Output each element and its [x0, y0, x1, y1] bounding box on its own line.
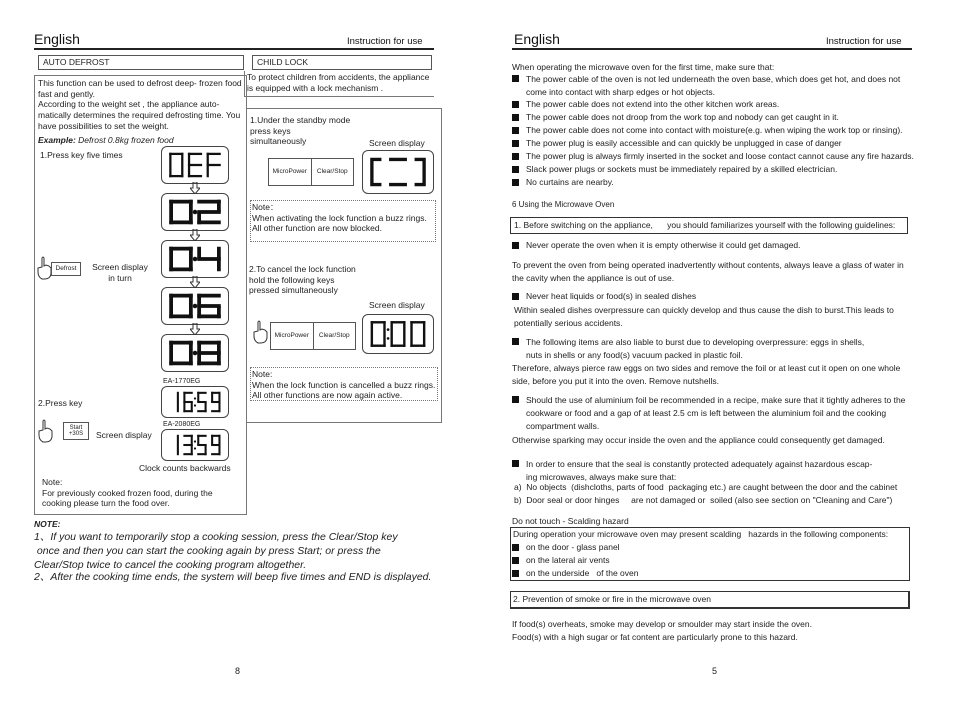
- display-0-4: [161, 240, 229, 278]
- down-arrow-icon: [190, 323, 200, 335]
- display-lock: [362, 150, 434, 194]
- lcd-segment: [169, 306, 173, 318]
- lcd-segment: [218, 435, 220, 445]
- lcd-segment: [410, 321, 412, 334]
- lcd-colon-dot: [387, 328, 390, 331]
- clear-stop-key[interactable]: Clear/Stop: [311, 159, 354, 185]
- lcd-segment: [211, 444, 220, 446]
- model-2-label: EA-2080EG: [163, 421, 201, 428]
- lcd-segment: [177, 435, 179, 445]
- bullet-item: on the lateral air vents: [512, 555, 892, 566]
- note-line-2: once and then you can start the cooking again by press Start; or press the: [34, 545, 381, 557]
- child-lock-screen-display-1: Screen display: [369, 138, 425, 148]
- display-unlock: [362, 314, 434, 354]
- lcd-segment: [197, 392, 199, 402]
- child-lock-step1: 1.Under the standby mode press keys simultaneously: [250, 115, 351, 147]
- example-label: Example:: [38, 135, 76, 145]
- lcd-segment: [191, 402, 193, 412]
- bullet-item: Slack power plugs or sockets must be immediately repaired by a skilled electrician.: [512, 164, 922, 175]
- defrost-step1: 1.Press key five times: [40, 150, 123, 160]
- note-heading: NOTE:: [34, 519, 61, 529]
- smoke-paragraph-2: Food(s) with a high sugar or fat content are particularly prone to this hazard.: [512, 632, 798, 642]
- example-text: Defrost 0.8kg frozen food: [78, 135, 174, 145]
- display-0-8: [161, 334, 229, 372]
- bullet-item: The following items are also liable to burst due to developing overpressure: eggs in shells, nuts in shells or any food(s) vacuum packed in plastic foil.: [512, 336, 912, 362]
- lcd-segment: [177, 402, 179, 412]
- lcd-segment: [197, 351, 221, 355]
- lcd-segment: [177, 392, 179, 402]
- lcd-segment: [211, 392, 213, 402]
- lcd-segment: [169, 200, 173, 212]
- right-header-rule: [512, 48, 912, 50]
- scalding-intro: During operation your microwave oven may present scalding hazards in the following components:: [513, 529, 889, 539]
- screen-display-in-turn: Screen display in turn: [92, 262, 148, 283]
- auto-defrost-description: This function can be used to defrost deep- frozen food fast and gently. According to the weight set , the appliance auto-matically determines the required defrosting time. You have possibilities to set the weight.: [38, 78, 242, 131]
- child-lock-step2: 2.To cancel the lock function hold the following keys pressed simultaneously: [249, 264, 356, 296]
- lcd-colon-dot: [387, 337, 390, 340]
- lcd-segment: [189, 341, 193, 353]
- bullet-item: The power cable does not droop from the work top and nobody can get caught in it.: [512, 112, 922, 123]
- sparking-paragraph: Otherwise sparking may occur inside the oven and the appliance could consequently get damaged.: [512, 435, 885, 445]
- do-not-touch-heading: Do not touch - Scalding hazard: [512, 516, 629, 526]
- smoke-paragraph-1: If food(s) overheats, smoke may develop or smoulder may start inside the oven.: [512, 619, 812, 629]
- lcd-segment: [183, 453, 192, 455]
- note-line-3: Clear/Stop twice to cancel the cooking program altogether.: [34, 559, 307, 571]
- lcd-segment: [169, 353, 173, 365]
- lcd-decimal-point: [193, 351, 198, 356]
- lcd-segment: [217, 306, 221, 318]
- note-line-1: 1、If you want to temporarily stop a cooking session, press the Clear/Stop key: [34, 531, 398, 543]
- sealed-paragraph: Within sealed dishes overpressure can quickly develop and thus cause the dish to burst.This leads to potentially serious accidents.: [514, 305, 894, 328]
- lcd-segment: [188, 175, 202, 177]
- lcd-segment: [197, 435, 199, 445]
- model-1-label: EA-1770EG: [163, 378, 201, 385]
- note-line-4: 2、After the cooking time ends, the system will beep five times and END is displayed.: [34, 571, 432, 583]
- unlock-key-pair[interactable]: [270, 322, 356, 350]
- left-header-rule: [34, 48, 434, 50]
- child-lock-note2: Note: When the lock function is cancelled a buzz rings. All other functions are now again active.: [250, 367, 438, 401]
- lcd-segment: [189, 247, 193, 259]
- lcd-segment: [217, 259, 221, 271]
- guidelines-box: 1. Before switching on the appliance, you should familiarizes yourself with the following guidelines:: [510, 217, 908, 234]
- lcd-segment: [169, 294, 173, 306]
- micropower-key[interactable]: MicroPower: [274, 331, 309, 339]
- lcd-colon-dot: [194, 447, 196, 449]
- bullet-item: In order to ensure that the seal is constantly protected adequately against hazardous escap- ing microwaves, always make sure that:: [512, 458, 912, 484]
- lcd-segment: [403, 321, 405, 334]
- start-key-label: Start +30S: [68, 425, 84, 437]
- lcd-decimal-point: [193, 257, 198, 262]
- lcd-segment: [211, 401, 220, 403]
- child-lock-description: To protect children from accidents, the appliance is equipped with a lock mechanism .: [244, 71, 434, 97]
- defrost-note: Note: For previously cooked frozen food, during the cooking please turn the food over.: [42, 477, 213, 509]
- lcd-segment: [390, 321, 392, 334]
- lcd-segment: [207, 165, 209, 177]
- display-0-6: [161, 287, 229, 325]
- lcd-segment: [169, 212, 173, 224]
- lcd-colon-dot: [194, 397, 196, 399]
- lcd-segment: [197, 453, 206, 455]
- seal-item-b: b) Door seal or door hinges are not damaged or soiled (also see section on "Cleaning and Care"): [514, 495, 893, 505]
- lcd-segment: [169, 341, 173, 353]
- clear-stop-key[interactable]: Clear/Stop: [313, 323, 356, 349]
- hand-pointer-icon: [38, 419, 54, 443]
- bullet-item: The power plug is always firmly inserted in the socket and loose contact cannot cause any fire hazards.: [512, 151, 932, 162]
- lcd-segment: [207, 153, 209, 165]
- bullet-item: The power cable does not come into contact with moisture(e.g. when wiping the work top or rinsing).: [512, 125, 922, 136]
- right-page-number: 5: [712, 666, 718, 676]
- micropower-key[interactable]: MicroPower: [272, 167, 307, 175]
- down-arrow-icon: [190, 229, 200, 241]
- lcd-segment: [189, 294, 193, 306]
- lcd-segment: [423, 321, 425, 334]
- lcd-segment: [188, 153, 190, 165]
- clock-counts-backwards: Clock counts backwards: [139, 463, 231, 473]
- right-page-header-right: Instruction for use: [826, 36, 902, 47]
- hand-pointer-icon: [253, 320, 269, 344]
- bullet-item: The power plug is easily accessible and can quickly be unplugged in case of danger: [512, 138, 922, 149]
- bullet-item: The power cable does not extend into the other kitchen work areas.: [512, 99, 922, 110]
- defrost-screen-display: Screen display: [96, 430, 152, 440]
- lock-key-pair[interactable]: [268, 158, 354, 186]
- auto-defrost-title: AUTO DEFROST: [38, 55, 244, 70]
- lcd-segment: [169, 153, 171, 165]
- bullet-item: The power cable of the oven is not led underneath the oven base, which does get hot, and does not come into contact with sharp edges or hot objects.: [512, 73, 922, 99]
- lcd-segment: [371, 321, 373, 334]
- lcd-segment: [218, 392, 220, 402]
- lcd-segment: [211, 453, 220, 455]
- start-key[interactable]: [63, 422, 89, 440]
- lcd-segment: [169, 247, 173, 259]
- down-arrow-icon: [190, 276, 200, 288]
- lcd-segment: [177, 445, 179, 455]
- lcd-segment: [410, 334, 412, 347]
- lcd-segment: [197, 410, 206, 412]
- smoke-fire-box: 2. Prevention of smoke or fire in the microwave oven: [510, 591, 910, 609]
- defrost-key-label: Defrost: [55, 264, 77, 272]
- defrost-step2: 2.Press key: [38, 398, 83, 408]
- bullet-item: No curtains are nearby.: [512, 177, 922, 188]
- left-page-number: 8: [235, 666, 241, 676]
- child-lock-note1: Note： When activating the lock function a buzz rings. All other function are now blocked.: [250, 200, 436, 242]
- bullet-item: Never operate the oven when it is empty otherwise it could get damaged.: [512, 240, 912, 251]
- lcd-segment: [211, 410, 220, 412]
- lcd-segment: [217, 247, 221, 259]
- lcd-colon-dot: [194, 404, 196, 406]
- lcd-colon-dot: [194, 440, 196, 442]
- lcd-segment: [383, 321, 385, 334]
- child-lock-screen-display-2: Screen display: [369, 300, 425, 310]
- prevent-paragraph: To prevent the oven from being operated inadvertently without contents, always leave a glass of water in the cavity when the appliance is out of use.: [512, 260, 904, 283]
- lcd-segment: [191, 435, 193, 445]
- lcd-segment: [189, 200, 193, 212]
- lcd-decimal-point: [193, 210, 198, 215]
- bullet-item: Never heat liquids or food(s) in sealed dishes: [512, 291, 912, 302]
- child-lock-title: CHILD LOCK: [252, 55, 432, 70]
- display-0ef: [161, 146, 229, 184]
- lcd-segment: [181, 153, 183, 165]
- display-time-13-59: [161, 429, 229, 461]
- lcd-segment: [197, 220, 221, 224]
- lcd-segment: [183, 392, 185, 402]
- right-page-title: English: [514, 31, 560, 47]
- left-page-title: English: [34, 31, 80, 47]
- bullet-item: Should the use of aluminium foil be recommended in a recipe, make sure that it tightly adheres to the cookware or food and a gap of at least 2.5 cm is left between the aluminium foil and the cooking compartment walls.: [512, 394, 912, 434]
- display-0-2: [161, 193, 229, 231]
- intro-text: When operating the microwave oven for the first time, make sure that:: [512, 62, 775, 72]
- therefore-paragraph: Therefore, always pierce raw eggs on two sides and remove the foil or at least cut it open on one whole side, before you put it into the oven. Remove nutshells.: [512, 363, 901, 386]
- seal-item-a: a) No objects (dishcloths, parts of food packaging etc.) are caught between the door and the cabinet: [514, 482, 898, 492]
- bullet-item: on the underside of the oven: [512, 568, 892, 579]
- section-6-heading: 6 Using the Microwave Oven: [512, 200, 615, 209]
- lcd-segment: [169, 165, 171, 177]
- lcd-segment: [211, 435, 213, 445]
- left-page-header-right: Instruction for use: [347, 36, 423, 47]
- lcd-segment: [169, 259, 173, 271]
- bullet-item: on the door - glass panel: [512, 542, 892, 553]
- lock-symbol: [372, 159, 424, 184]
- example-line: [38, 135, 174, 146]
- defrost-key[interactable]: [51, 262, 81, 276]
- lcd-segment: [371, 334, 373, 347]
- lcd-decimal-point: [193, 304, 198, 309]
- display-time-16-59: [161, 386, 229, 418]
- down-arrow-icon: [190, 182, 200, 194]
- lcd-segment: [390, 334, 392, 347]
